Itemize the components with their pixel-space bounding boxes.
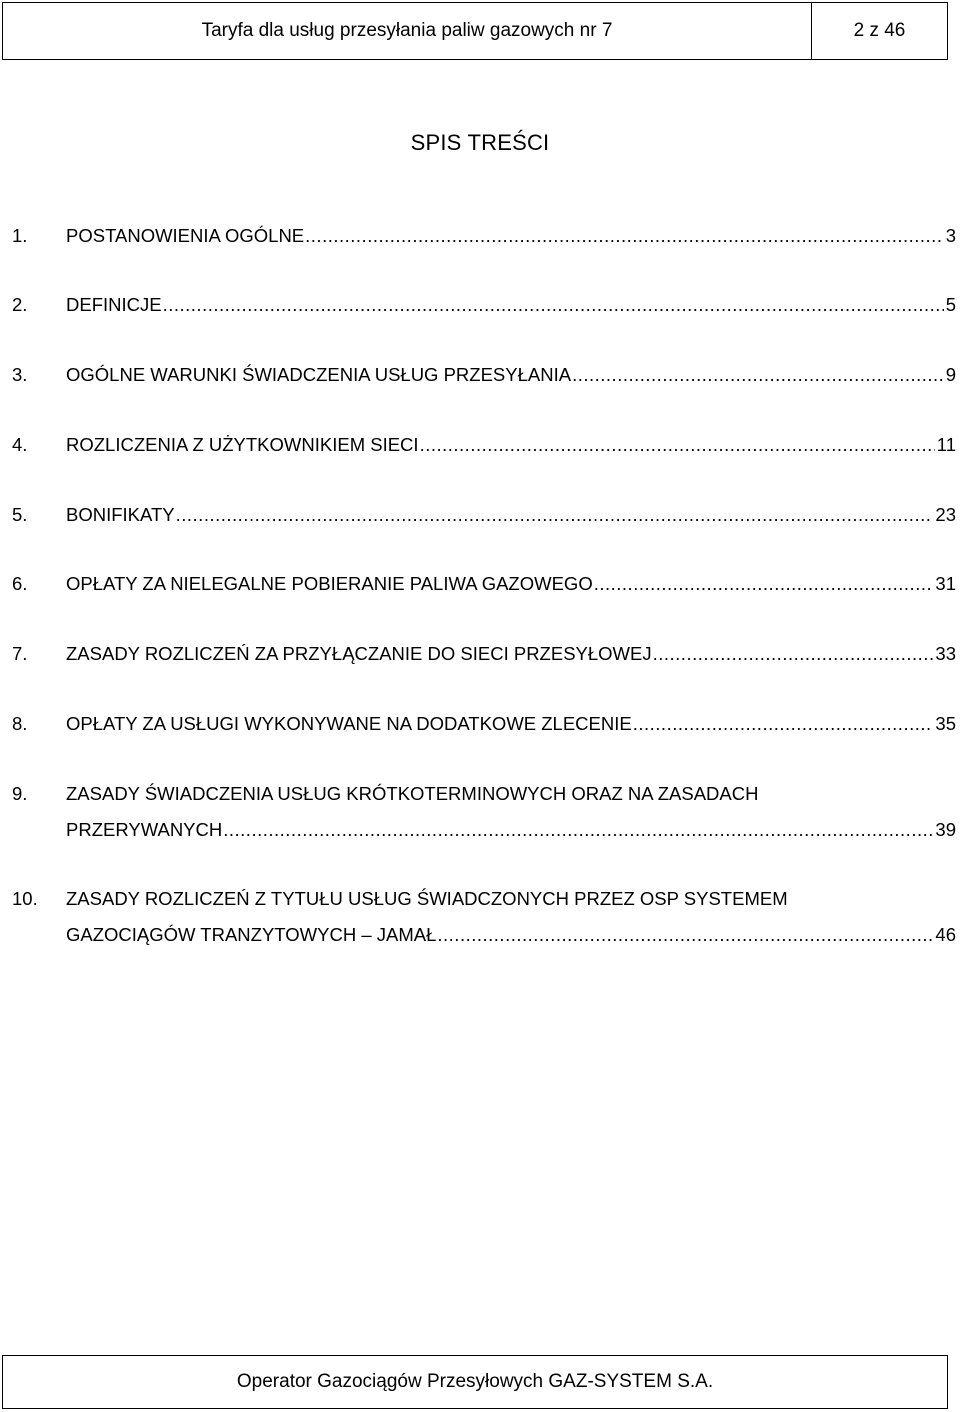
toc-entry-title: OPŁATY ZA USŁUGI WYKONYWANE NA DODATKOWE ZLECENIE: [66, 713, 632, 734]
toc-entry-title: BONIFIKATY: [66, 504, 175, 525]
dot-leader: [176, 504, 934, 526]
toc-entry-6[interactable]: [12, 573, 960, 597]
page-header: [2, 2, 948, 60]
toc-entry-10[interactable]: [12, 888, 960, 948]
dot-leader: [633, 713, 934, 735]
dot-leader: [163, 294, 944, 316]
toc-entry-title: ROZLICZENIA Z UŻYTKOWNIKIEM SIECI: [66, 434, 419, 455]
toc-entry-number: 8.: [12, 713, 28, 734]
toc-entry-number: 10.: [12, 888, 38, 909]
toc-entry-page: 23: [935, 504, 956, 525]
toc-entry-8[interactable]: [12, 713, 960, 737]
toc-entry-number: 5.: [12, 504, 28, 525]
toc-entry-title: ZASADY ROZLICZEŃ Z TYTUŁU USŁUG ŚWIADCZONYCH PRZEZ OSP SYSTEMEM: [66, 888, 788, 909]
page-number: 2 z 46: [853, 20, 906, 41]
dot-leader: [305, 225, 944, 247]
toc-entry-page: 9: [945, 364, 956, 385]
dot-leader: [653, 643, 934, 665]
toc-entry-page: 35: [935, 713, 956, 734]
toc-entry-number: 3.: [12, 364, 28, 385]
page-footer: Operator Gazociągów Przesyłowych GAZ-SYSTEM S.A.: [2, 1355, 948, 1409]
toc-entry-number: 4.: [12, 434, 28, 455]
toc-entry-7[interactable]: [12, 643, 960, 667]
toc-heading: SPIS TREŚCI: [410, 130, 550, 155]
dot-leader: [437, 924, 933, 946]
dot-leader: [223, 819, 933, 841]
toc-entry-number: 6.: [12, 573, 28, 594]
toc-entry-title-continued: PRZERYWANYCH: [66, 819, 223, 840]
toc-entry-3[interactable]: [12, 364, 960, 388]
toc-entry-2[interactable]: [12, 294, 960, 318]
toc-entry-1[interactable]: [12, 225, 960, 249]
toc-entry-page: 31: [935, 573, 956, 594]
document-title: Taryfa dla usług przesyłania paliw gazowych nr 7: [3, 3, 812, 59]
toc-entry-page: 5: [945, 294, 956, 315]
toc-entry-title-continued: GAZOCIĄGÓW TRANZYTOWYCH – JAMAŁ: [66, 924, 437, 945]
toc-entry-title: OPŁATY ZA NIELEGALNE POBIERANIE PALIWA GAZOWEGO: [66, 573, 593, 594]
toc-entry-page: 39: [935, 819, 956, 840]
dot-leader: [594, 573, 934, 595]
toc-entry-page: 46: [935, 924, 956, 945]
dot-leader: [420, 434, 935, 456]
toc-entry-title: ZASADY ŚWIADCZENIA USŁUG KRÓTKOTERMINOWYCH ORAZ NA ZASADACH: [66, 783, 759, 804]
toc-entry-5[interactable]: [12, 504, 960, 528]
toc-entry-number: 7.: [12, 643, 28, 664]
toc-entry-number: 9.: [12, 783, 28, 804]
toc-entry-9[interactable]: [12, 783, 960, 843]
toc-entry-title: DEFINICJE: [66, 294, 162, 315]
toc-entry-title: OGÓLNE WARUNKI ŚWIADCZENIA USŁUG PRZESYŁANIA: [66, 364, 572, 385]
toc-entry-page: 3: [945, 225, 956, 246]
toc-entry-page: 11: [936, 434, 956, 455]
toc-entry-number: 1.: [12, 225, 28, 246]
toc-entry-title: ZASADY ROZLICZEŃ ZA PRZYŁĄCZANIE DO SIECI PRZESYŁOWEJ: [66, 643, 652, 664]
toc-entry-title: POSTANOWIENIA OGÓLNE: [66, 225, 305, 246]
toc-entry-page: 33: [935, 643, 956, 664]
toc-entry-number: 2.: [12, 294, 28, 315]
toc-entry-4[interactable]: [12, 434, 960, 458]
dot-leader: [572, 364, 944, 386]
